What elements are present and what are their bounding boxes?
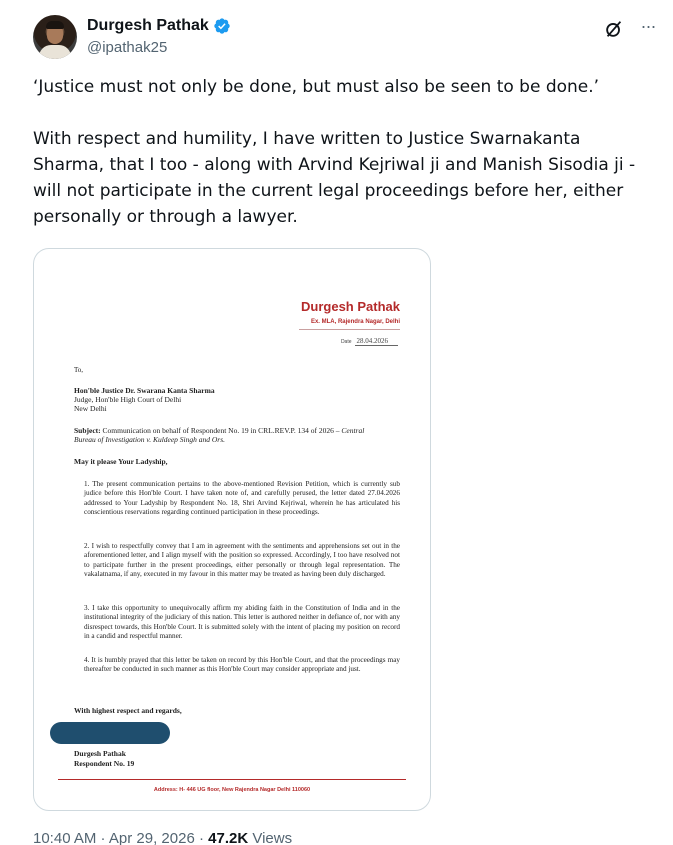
meta-separator: ·: [96, 830, 109, 845]
letter-greeting: May it please Your Ladyship,: [74, 457, 168, 466]
letter-subject: [74, 426, 384, 444]
tweet-date[interactable]: Apr 29, 2026: [108, 830, 195, 845]
tweet-header: [33, 15, 663, 65]
tweet-meta: [33, 830, 292, 845]
tweet-time[interactable]: 10:40 AM: [33, 830, 97, 845]
date-value: 28.04.2026: [355, 337, 399, 346]
addressee-name: Hon'ble Justice Dr. Swarana Kanta Sharma: [74, 386, 215, 395]
meta-separator: ·: [194, 830, 209, 845]
letter-regards: With highest respect and regards,: [74, 706, 182, 715]
redacted-signature: [50, 722, 170, 744]
address-line: New Delhi: [74, 404, 107, 413]
footer-divider: [58, 779, 406, 780]
letterhead-subtitle: Ex. MLA, Rajendra Nagar, Delhi: [310, 319, 400, 325]
views-count: 47.2K: [208, 830, 249, 845]
more-icon[interactable]: ···: [640, 16, 656, 36]
avatar-shirt: [39, 45, 71, 59]
address-line: Judge, Hon'ble High Court of Delhi: [74, 395, 182, 404]
letter-paragraph: 1. The present communication pertains to the above-mentioned Revision Petition, which is currently sub judice before this Hon'ble Court. I have taken note of, and carefully perused, the letter dated 27.04.2026 addressed to Your Ladyship by Respondent No. 18, Shri Arvind Kejriwal, wherein he has articulated his conscientious reservations regarding continued participation in these proceedings.: [84, 480, 400, 516]
avatar[interactable]: [33, 15, 77, 59]
letter-image[interactable]: [33, 248, 431, 811]
subject-case: Central Bureau of Investigation v. Kuldeep Singh and Ors.: [74, 426, 365, 444]
letter-document: [34, 249, 430, 810]
tweet-text: ‘Justice must not only be done, but must also be seen to be done.’ With respect and humility, I have written to Justice Swarnakanta Sharma, that I too - along with Arvind Kejriwal ji and Manish Sisodia ji - will not participate in the current legal proceedings before her, either personally or through a lawyer.: [33, 77, 636, 227]
avatar-hair: [46, 21, 64, 29]
subject-label: Subject:: [74, 426, 101, 435]
letter-footer-address: Address: H- 446 UG floor, New Rajendra Nagar Delhi 110060: [153, 787, 311, 793]
letterhead-name: Durgesh Pathak: [301, 299, 400, 314]
letter-signatory: [74, 749, 134, 769]
letter-paragraph: 3. I take this opportunity to unequivocally affirm my abiding faith in the Constitution of India and in the institutional integrity of the judiciary of this nation. This letter is authored neither in defiance of, nor with any disrespect towards, this Hon'ble Court. It is submitted solely with the intent of placing my position on record in a candid and respectful manner.: [84, 604, 400, 640]
letter-paragraph: 2. I wish to respectfully convey that I am in agreement with the sentiments and apprehensions set out in the aforementioned letter, and I align myself with the position so expressed. Accordingly, I too have resolved not to participate further in the present proceedings, either personally or through legal representation. The vakalatnama, if any, executed in my favour in this matter may be treated as having been duly discharged.: [84, 542, 400, 578]
signatory-role: Respondent No. 19: [74, 759, 135, 768]
letter-address: [74, 386, 215, 413]
author-handle[interactable]: @ipathak25: [87, 39, 168, 56]
author-name-row: [87, 17, 231, 35]
subject-text: Communication on behalf of Respondent No. 19 in CRL.REV.P. 134 of 2026 –: [102, 426, 340, 435]
views-label: Views: [248, 830, 293, 845]
letter-to: To,: [74, 366, 84, 374]
verified-badge-icon: [213, 17, 231, 35]
grok-icon[interactable]: [603, 18, 625, 40]
signatory-name: Durgesh Pathak: [74, 749, 126, 758]
letter-date: [341, 337, 398, 346]
author-name[interactable]: Durgesh Pathak: [87, 17, 209, 34]
letter-paragraph: 4. It is humbly prayed that this letter be taken on record by this Hon'ble Court, and that the proceedings may thereafter be conducted in such manner as this Hon'ble Court may consider appropriate and just.: [84, 656, 400, 674]
letterhead-divider: [299, 329, 400, 330]
date-label: Date: [340, 339, 352, 345]
